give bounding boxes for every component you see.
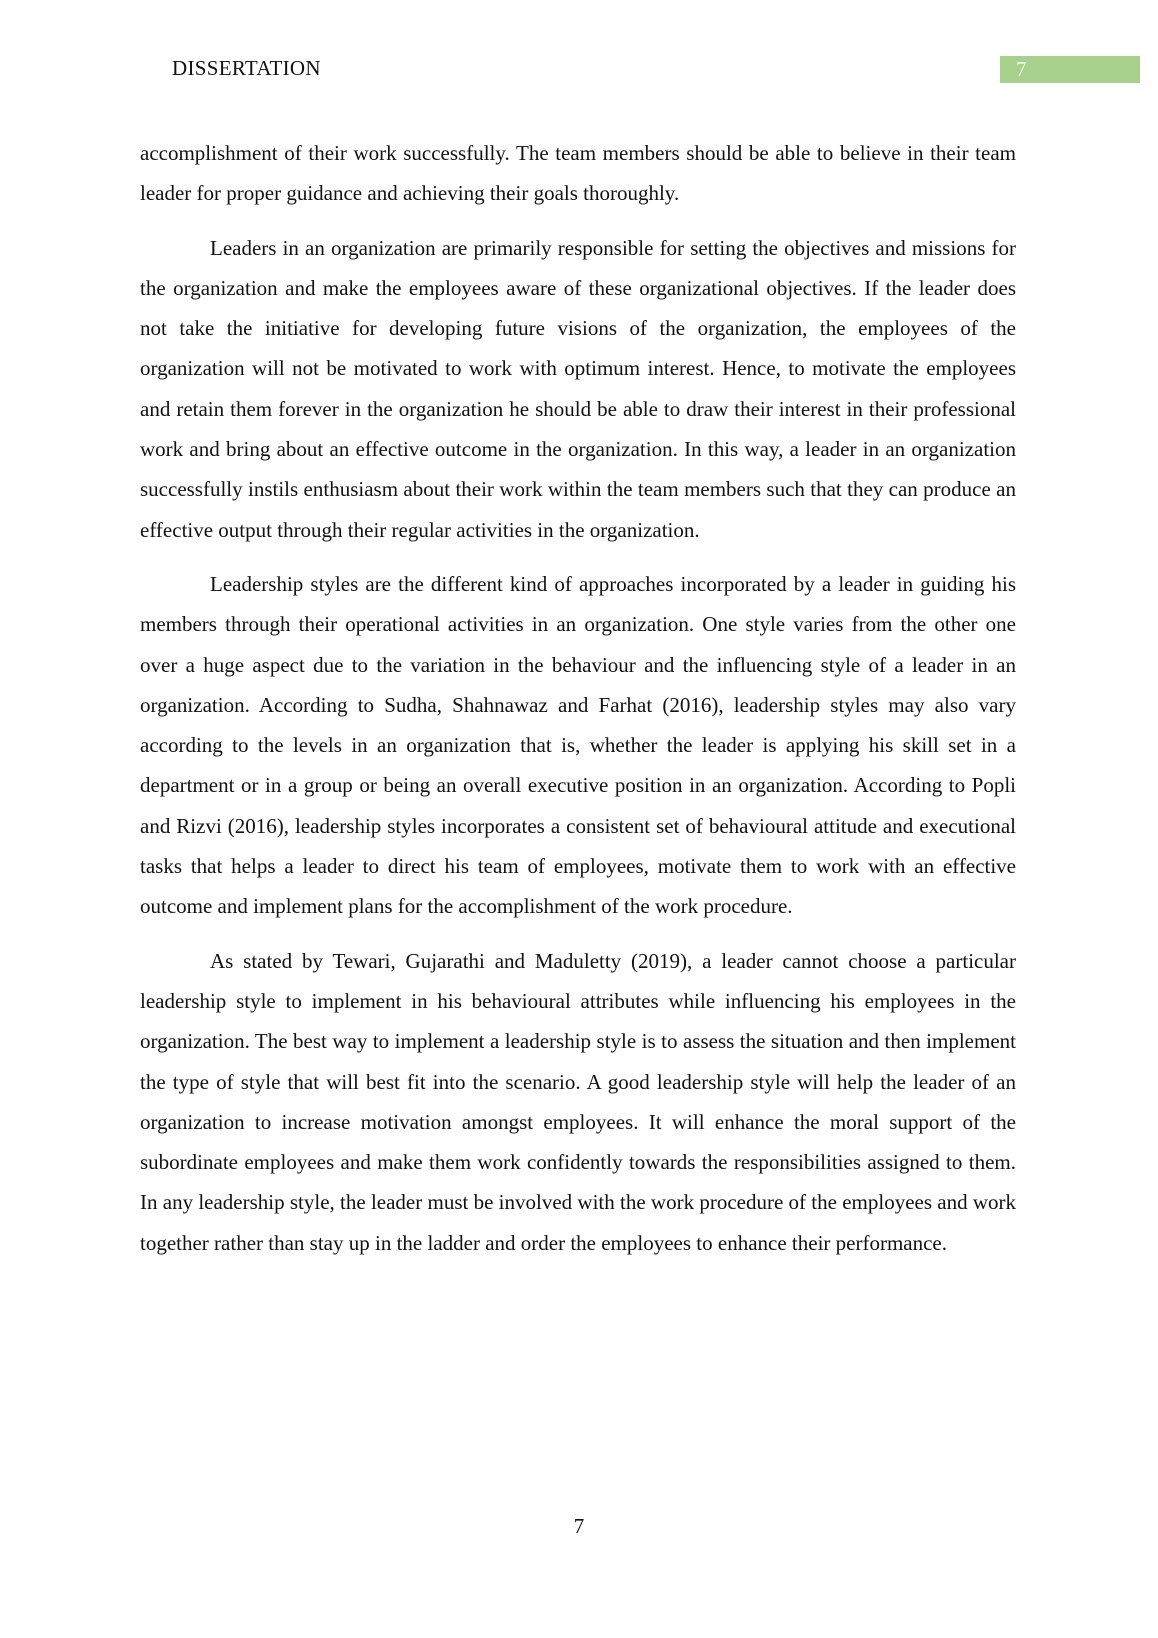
document-body — [140, 133, 1016, 1277]
header-page-number: 7 — [1000, 56, 1140, 83]
paragraph: Leadership styles are the different kind of approaches incorporated by a leader in guiding his members through their operational activities in an organization. One style varies from the other one over a huge aspect due to the variation in the behaviour and the influencing style of a leader in an organization. According to Sudha, Shahnawaz and Farhat (2016), leadership styles may also vary according to the levels in an organization that is, whether the leader is applying his skill set in a department or in a group or being an overall executive position in an organization. According to Popli and Rizvi (2016), leadership styles incorporates a consistent set of behavioural attitude and executional tasks that helps a leader to direct his team of employees, motivate them to work with an effective outcome and implement plans for the accomplishment of the work procedure. — [140, 571, 1016, 919]
paragraph: accomplishment of their work successfully. The team members should be able to believe in their team leader for proper guidance and achieving their goals thoroughly. — [140, 141, 1016, 206]
paragraph: Leaders in an organization are primarily responsible for setting the objectives and missions for the organization and make the employees aware of these organizational objectives. If the leader does not take the initiative for developing future visions of the organization, the employees of the organization will not be motivated to work with optimum interest. Hence, to motivate the employees and retain them forever in the organization he should be able to draw their interest in their professional work and bring about an effective outcome in the organization. In this way, a leader in an organization successfully instils enthusiasm about their work within the team members such that they can produce an effective output through their regular activities in the organization. — [140, 235, 1016, 542]
footer-page-number: 7 — [573, 1514, 585, 1538]
running-header-title: DISSERTATION — [172, 56, 321, 80]
paragraph: As stated by Tewari, Gujarathi and Maduletty (2019), a leader cannot choose a particular leadership style to implement in his behavioural attributes while influencing his employees in the organization. The best way to implement a leadership style is to assess the situation and then implement the type of style that will best fit into the scenario. A good leadership style will help the leader of an organization to increase motivation amongst employees. It will enhance the moral support of the subordinate employees and make them work confidently towards the responsibilities assigned to them. In any leadership style, the leader must be involved with the work procedure of the employees and work together rather than stay up in the ladder and order the employees to enhance their performance. — [140, 948, 1016, 1255]
